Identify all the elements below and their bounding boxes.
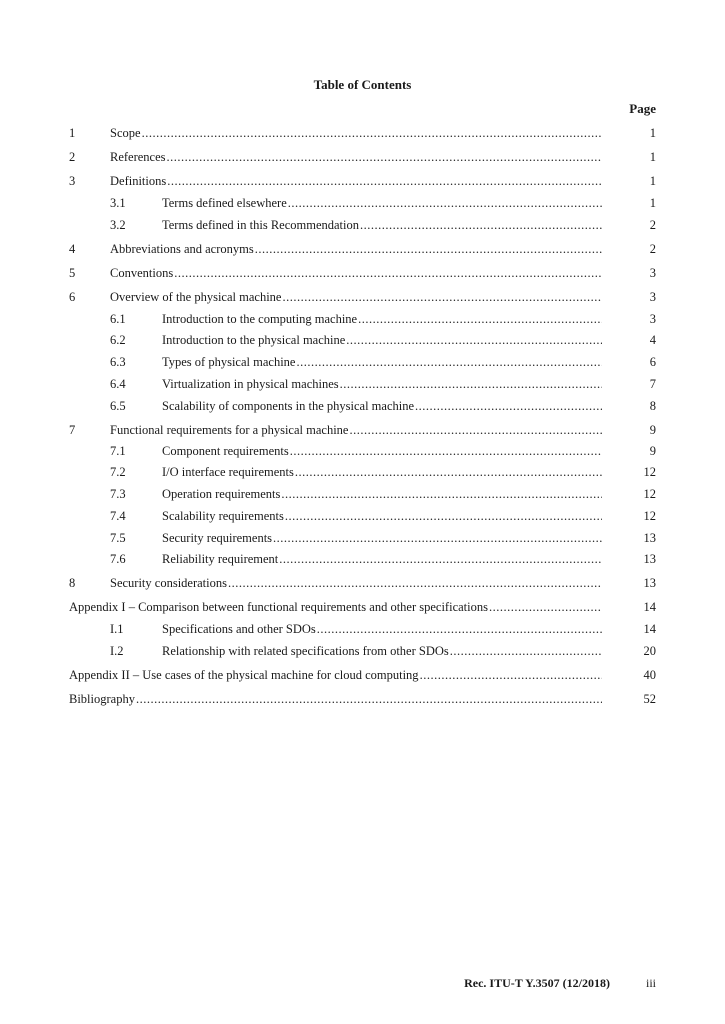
toc-entry[interactable] <box>69 288 656 306</box>
toc-entry-title: Bibliography <box>69 692 135 706</box>
dot-leader <box>282 288 602 306</box>
toc-entry-title: Security requirements <box>162 531 273 545</box>
footer-recommendation-label: Rec. ITU-T Y.3507 (12/2018) <box>464 976 610 990</box>
dot-leader <box>288 194 602 212</box>
toc-entry[interactable] <box>69 375 656 393</box>
toc-entry-number: 7 <box>69 423 76 437</box>
toc-entry-page: 14 <box>643 622 656 636</box>
toc-entry-title: Terms defined in this Recommendation <box>162 218 359 232</box>
toc-entry-number: 6.5 <box>110 399 126 413</box>
dot-leader <box>281 485 602 503</box>
toc-entry-number: 2 <box>69 150 76 164</box>
toc-entry-title: Appendix I – Comparison between functional requirements and other specifications <box>69 600 488 614</box>
toc-entry-page: 20 <box>643 644 656 658</box>
dot-leader <box>174 264 602 282</box>
dot-leader <box>358 310 602 328</box>
toc-entry-number: 6.3 <box>110 355 126 369</box>
dot-leader <box>167 148 602 166</box>
toc-entry-page: 13 <box>643 576 656 590</box>
toc-entry-page: 1 <box>649 174 656 188</box>
toc-entry[interactable] <box>69 421 656 439</box>
toc-entry[interactable] <box>69 216 656 234</box>
toc-entry-page: 40 <box>643 668 656 682</box>
toc-entry[interactable] <box>69 310 656 328</box>
toc-entry-number: 3.2 <box>110 218 126 232</box>
dot-leader <box>285 507 602 525</box>
toc-entry-page: 4 <box>649 333 656 347</box>
toc-entry-title: Security considerations <box>110 576 227 590</box>
toc-entry-page: 3 <box>649 312 656 326</box>
toc-entry-title: Terms defined elsewhere <box>162 196 287 210</box>
toc-entry-page: 8 <box>649 399 656 413</box>
toc-entry-page: 1 <box>649 126 656 140</box>
toc-entry-number: 6.1 <box>110 312 126 326</box>
toc-entry-number: 7.6 <box>110 552 126 566</box>
dot-leader <box>420 666 602 684</box>
dot-leader <box>296 353 602 371</box>
dot-leader <box>340 375 602 393</box>
toc-entry[interactable] <box>69 463 656 481</box>
toc-entry-title: Types of physical machine <box>162 355 296 369</box>
footer-page-number: iii <box>645 976 656 990</box>
toc-entry-page: 6 <box>649 355 656 369</box>
toc-entry-number: 7.4 <box>110 509 126 523</box>
toc-entry-title: Specifications and other SDOs <box>162 622 316 636</box>
toc-entry-number: 7.1 <box>110 444 126 458</box>
toc-entry-number: 6.4 <box>110 377 126 391</box>
toc-entry[interactable] <box>69 264 656 282</box>
toc-entry-page: 52 <box>643 692 656 706</box>
toc-entry-number: 8 <box>69 576 76 590</box>
toc-entry[interactable] <box>69 507 656 525</box>
toc-entry-number: 7.3 <box>110 487 126 501</box>
toc-entry-page: 2 <box>649 242 656 256</box>
dot-leader <box>228 574 602 592</box>
dot-leader <box>273 529 602 547</box>
toc-entry-number: 6 <box>69 290 76 304</box>
toc-entry-number: 7.2 <box>110 465 126 479</box>
toc-entry-title: Introduction to the computing machine <box>162 312 358 326</box>
toc-entry-appendix[interactable] <box>69 666 656 684</box>
toc-entry-number: 6.2 <box>110 333 126 347</box>
toc-entry-title: Virtualization in physical machines <box>162 377 339 391</box>
toc-entry-bibliography[interactable] <box>69 690 656 708</box>
toc-entry-page: 12 <box>643 487 656 501</box>
dot-leader <box>346 331 602 349</box>
toc-entry-page: 9 <box>649 444 656 458</box>
toc-entry-title: I/O interface requirements <box>162 465 294 479</box>
toc-entry-page: 13 <box>643 531 656 545</box>
toc-entry[interactable] <box>69 353 656 371</box>
dot-leader <box>450 642 602 660</box>
dot-leader <box>142 124 602 142</box>
dot-leader <box>167 172 602 190</box>
toc-entry-title: Relationship with related specifications from other SDOs <box>162 644 449 658</box>
toc-entry[interactable] <box>69 240 656 258</box>
toc-entry-title: Component requirements <box>162 444 289 458</box>
toc-entry-title: Introduction to the physical machine <box>162 333 346 347</box>
dot-leader <box>360 216 602 234</box>
toc-entry-page: 12 <box>643 465 656 479</box>
toc-entry[interactable] <box>69 574 656 592</box>
toc-entry[interactable] <box>69 194 656 212</box>
toc-entry[interactable] <box>69 148 656 166</box>
toc-entry-page: 9 <box>649 423 656 437</box>
dot-leader <box>295 463 602 481</box>
toc-entry-page: 2 <box>649 218 656 232</box>
dot-leader <box>489 598 602 616</box>
dot-leader <box>415 397 602 415</box>
toc-entry[interactable] <box>69 620 656 638</box>
toc-entry-page: 1 <box>649 150 656 164</box>
toc-entry-number: I.2 <box>110 644 124 658</box>
toc-entry[interactable] <box>69 124 656 142</box>
toc-entry[interactable] <box>69 550 656 568</box>
toc-entry-title: Abbreviations and acronyms <box>110 242 254 256</box>
toc-entry[interactable] <box>69 642 656 660</box>
toc-entry[interactable] <box>69 485 656 503</box>
toc-entry-title: Reliability requirement <box>162 552 279 566</box>
dot-leader <box>279 550 602 568</box>
toc-title: Table of Contents <box>313 77 412 92</box>
toc-entry-page: 7 <box>649 377 656 391</box>
toc-entry-number: 3 <box>69 174 76 188</box>
dot-leader <box>255 240 602 258</box>
toc-entry-title: Appendix II – Use cases of the physical machine for cloud computing <box>69 668 419 682</box>
toc-entry-appendix[interactable] <box>69 598 656 616</box>
toc-entry-title: Overview of the physical machine <box>110 290 282 304</box>
dot-leader <box>136 690 602 708</box>
page-column-header: Page <box>629 101 656 116</box>
toc-entry[interactable] <box>69 529 656 547</box>
toc-entry[interactable] <box>69 397 656 415</box>
toc-entry-number: 7.5 <box>110 531 126 545</box>
toc-entry-page: 3 <box>649 266 656 280</box>
toc-entry-page: 3 <box>649 290 656 304</box>
toc-entry[interactable] <box>69 331 656 349</box>
toc-entry-number: 5 <box>69 266 76 280</box>
toc-entry-page: 1 <box>649 196 656 210</box>
toc-entry-page: 14 <box>643 600 656 614</box>
toc-entry-page: 13 <box>643 552 656 566</box>
toc-entry-number: I.1 <box>110 622 124 636</box>
toc-entry-title: Conventions <box>110 266 174 280</box>
toc-entry-title: Functional requirements for a physical machine <box>110 423 349 437</box>
toc-entry-number: 4 <box>69 242 76 256</box>
toc-entry-page: 12 <box>643 509 656 523</box>
toc-entry-title: Scalability requirements <box>162 509 284 523</box>
toc-entry-title: Operation requirements <box>162 487 281 501</box>
toc-entry[interactable] <box>69 172 656 190</box>
dot-leader <box>290 442 602 460</box>
toc-entry-number: 1 <box>69 126 76 140</box>
toc-entry-title: Definitions <box>110 174 167 188</box>
toc-entry-title: Scalability of components in the physical machine <box>162 399 415 413</box>
toc-entry[interactable] <box>69 442 656 460</box>
toc-entry-title: Scope <box>110 126 141 140</box>
dot-leader <box>349 421 602 439</box>
toc-entry-number: 3.1 <box>110 196 126 210</box>
dot-leader <box>317 620 602 638</box>
toc-entry-title: References <box>110 150 166 164</box>
